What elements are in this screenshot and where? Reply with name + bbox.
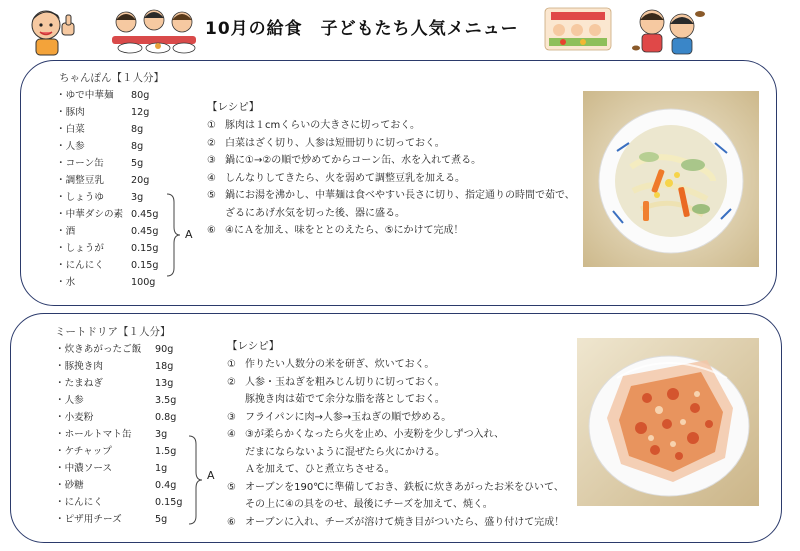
chanpon-card [20, 60, 777, 306]
step-text: 人参・玉ねぎを粗みじん切りに切っておく。 [245, 376, 445, 388]
step-text: 白菜はざく切り、人参は短冊切りに切っておく。 [225, 137, 445, 149]
step-text: Ａを加えて、ひと煮立ちさせる。 [245, 464, 395, 475]
ingredient-amount: 0.45g [131, 226, 159, 237]
step-text: オーブンに入れ、チーズが溶けて焼き目がついたら、盛り付けて完成！ [245, 516, 565, 528]
recipe-step [227, 374, 564, 392]
menu-title: ミートドリア【１人分】 [55, 326, 171, 338]
ingredient-name: ・ゆで中華麺 [56, 90, 114, 101]
recipe-step [207, 152, 575, 170]
ingredient-amount: 3.5g [155, 395, 177, 406]
ingredient-name: ・コーン缶 [56, 158, 104, 169]
ingredient-name: ・ホールトマト缶 [55, 429, 132, 440]
step-text: 豚肉は１cmくらいの大きさに切っておく。 [225, 120, 421, 131]
ingredient-amount: 0.15g [131, 243, 159, 254]
ingredient-amount: 0.15g [131, 260, 159, 271]
ingredient-name: ・白菜 [56, 124, 85, 135]
ingredient-name: ・ケチャップ [55, 446, 112, 457]
step-number: ① [227, 359, 236, 370]
meat-doria-photo [577, 338, 759, 506]
ingredient-amount: 0.45g [131, 209, 159, 220]
step-number: ② [227, 376, 236, 388]
recipe-step [207, 205, 575, 223]
ingredient-amount: 8g [131, 141, 144, 152]
ingredient-amount: 3g [131, 192, 144, 203]
recipe-step [227, 479, 564, 497]
ingredient-name: ・中華ダシの素 [56, 209, 124, 220]
step-text: 作りたい人数分の米を研ぎ、炊いておく。 [245, 359, 435, 370]
recipe-step [207, 117, 575, 135]
step-number: ④ [227, 429, 236, 440]
step-number: ⑤ [207, 190, 216, 201]
step-text: しんなりしてきたら、火を弱めて調整豆乳を加える。 [225, 172, 465, 184]
ingredient-amount: 18g [155, 361, 174, 372]
step-number: ① [207, 120, 216, 131]
recipe-step [207, 187, 575, 205]
kids-eating-illustration [108, 6, 200, 56]
group-brace [165, 193, 181, 277]
step-number: ④ [207, 172, 216, 184]
meat-doria-card [10, 313, 782, 543]
step-text: その上に④の具をのせ、最後にチーズを加えて、焼く。 [245, 499, 493, 510]
kitchen-scene-illustration [543, 6, 613, 52]
ingredient-name: ・人参 [56, 141, 85, 152]
ingredient-amount: 90g [155, 344, 174, 355]
ingredient-name: ・砂糖 [55, 480, 84, 491]
ingredient-name: ・豚挽き肉 [55, 361, 103, 372]
recipe-step [227, 356, 564, 374]
group-label: A [185, 228, 193, 241]
group-brace [187, 435, 203, 525]
ingredient-name: ・調整豆乳 [56, 175, 104, 186]
recipe [207, 99, 575, 240]
ingredient-name: ・酒 [56, 226, 76, 237]
ingredient-amount: 0.4g [155, 480, 177, 491]
step-number: ② [207, 137, 216, 149]
page-title: 10月の給食 子どもたち人気メニュー [205, 19, 519, 39]
two-kids-illustration [630, 4, 710, 56]
step-number: ③ [207, 155, 216, 166]
ingredient-amount: 5g [131, 158, 144, 169]
ingredient-name: ・人参 [55, 395, 84, 406]
recipe-step [207, 135, 575, 153]
header [0, 0, 800, 58]
ingredient-amount: 80g [131, 90, 150, 101]
step-text: 鍋にお湯を沸かし、中華麺は食べやすい長さに切り、指定通りの時間で茹で、 [225, 190, 575, 201]
recipe-step [207, 222, 575, 240]
step-text: ④にＡを加え、味をととのえたら、⑤にかけて完成！ [225, 225, 464, 236]
menu-title: ちゃんぽん【１人分】 [59, 72, 164, 84]
ingredient-name: ・ピザ用チーズ [55, 514, 122, 525]
recipe-step [227, 461, 564, 479]
step-text: だまにならないように混ぜたら火にかける。 [245, 446, 445, 458]
chanpon-photo [583, 91, 759, 267]
recipe-step [227, 391, 564, 409]
ingredient-amount: 3g [155, 429, 168, 440]
group-label: A [207, 469, 215, 482]
recipe-step [227, 409, 564, 427]
ingredient-name: ・しょうゆ [56, 192, 104, 203]
step-number: ⑥ [227, 516, 236, 528]
recipe-heading: 【レシピ】 [207, 101, 260, 113]
ingredient-name: ・炊きあがったご飯 [55, 344, 142, 355]
recipe-heading: 【レシピ】 [227, 340, 280, 352]
ingredient-amount: 0.8g [155, 412, 177, 423]
ingredient-amount: 5g [155, 514, 168, 525]
step-number: ⑥ [207, 225, 216, 236]
ingredient-amount: 20g [131, 175, 150, 186]
recipe-step [227, 444, 564, 462]
step-text: オーブンを190℃に準備しておき、鉄板に炊きあがったお米をひいて、 [245, 481, 564, 493]
recipe-step [207, 170, 575, 188]
step-text: ざるにあげ水気を切った後、器に盛る。 [225, 207, 405, 219]
step-number: ③ [227, 411, 236, 423]
ingredient-name: ・にんにく [56, 260, 104, 271]
step-number: ⑤ [227, 481, 236, 493]
ingredient-name: ・豚肉 [56, 107, 85, 118]
recipe-step [227, 496, 564, 514]
step-text: ③が柔らかくなったら火を止め、小麦粉を少しずつ入れ、 [245, 429, 505, 440]
recipe-step [227, 426, 564, 444]
recipe-step [227, 514, 564, 532]
child-thumbs-up-illustration [22, 5, 92, 57]
ingredient-name: ・しょうが [56, 243, 104, 254]
ingredient-name: ・水 [56, 277, 76, 288]
ingredient-name: ・小麦粉 [55, 412, 94, 423]
recipe [227, 338, 564, 531]
ingredient-amount: 8g [131, 124, 144, 135]
ingredient-amount: 0.15g [155, 497, 183, 508]
step-text: 鍋に①→②の順で炒めてからコーン缶、水を入れて煮る。 [225, 155, 482, 166]
ingredient-name: ・にんにく [55, 497, 103, 508]
ingredient-amount: 1g [155, 463, 168, 474]
step-text: 豚挽き肉は茹でて余分な脂を落としておく。 [245, 394, 445, 405]
ingredient-name: ・たまねぎ [55, 378, 103, 389]
ingredient-amount: 100g [131, 277, 156, 288]
ingredient-amount: 12g [131, 107, 150, 118]
ingredient-amount: 13g [155, 378, 174, 389]
step-text: フライパンに肉→人参→玉ねぎの順で炒める。 [245, 411, 452, 423]
ingredient-name: ・中濃ソース [55, 463, 113, 474]
ingredient-amount: 1.5g [155, 446, 177, 457]
